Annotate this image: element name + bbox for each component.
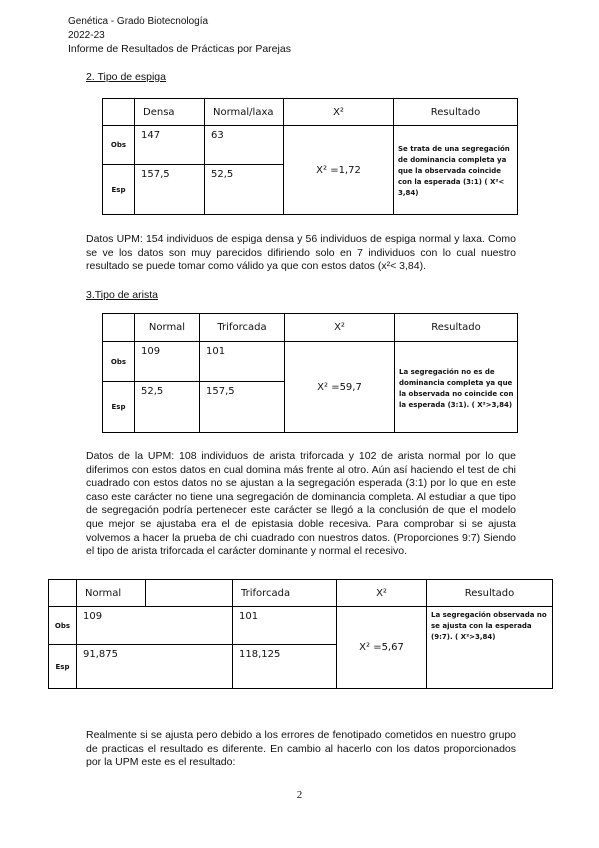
col-header-resultado: Resultado <box>394 99 518 126</box>
section-title-espiga: 2. Tipo de espiga <box>86 71 166 83</box>
page-number: 2 <box>296 789 303 801</box>
row-label-obs: Obs <box>49 607 77 645</box>
cell-chi-value: X² =5,67 <box>337 607 427 689</box>
cell-chi-value: X² =59,7 <box>285 342 395 433</box>
col-header-normal-laxa: Normal/laxa <box>205 99 284 126</box>
row-label-esp: Esp <box>49 645 77 689</box>
col-header-normal: Normal <box>135 314 200 342</box>
cell-result-text: La segregación no es de dominancia completa ya que la observada no coincide con la esperada (3:1). ( X²>3,84) <box>395 342 518 433</box>
col-header-triforcada: Triforcada <box>200 314 285 342</box>
table-epistasia <box>48 579 553 689</box>
row-label-obs: Obs <box>103 126 135 165</box>
cell-obs-normal: 63 <box>205 126 284 165</box>
cell-obs-normal: 109 <box>77 607 233 645</box>
cell-esp-triforcada: 157,5 <box>200 382 285 433</box>
col-header-normal: Normal <box>77 580 146 607</box>
table-espiga <box>102 98 518 215</box>
cell-obs-densa: 147 <box>135 126 205 165</box>
table-corner-cell <box>103 314 135 342</box>
table-corner-cell <box>49 580 77 607</box>
cell-obs-normal: 109 <box>135 342 200 382</box>
col-header-chi: X² <box>284 99 394 126</box>
col-header-chi: X² <box>285 314 395 342</box>
cell-obs-triforcada: 101 <box>200 342 285 382</box>
col-header-resultado: Resultado <box>395 314 518 342</box>
cell-esp-densa: 157,5 <box>135 165 205 215</box>
col-header-empty <box>146 580 233 607</box>
col-header-resultado: Resultado <box>427 580 553 607</box>
table-corner-cell <box>103 99 135 126</box>
col-header-chi: X² <box>337 580 427 607</box>
cell-esp-normal: 52,5 <box>135 382 200 433</box>
paragraph-arista-upm: Datos de la UPM: 108 individuos de arista triforcada y 102 de arista normal por lo que diferimos con estos datos en cual domina más frente al otro. Aún así haciendo el test de chi cuadrado con estos datos no se ajustan a la segregación esperada (3:1) por lo que en este caso este carácter no tiene una segregación de dominancia completa. Al estudiar a que tipo de segregación podría pertenecer este carácter se llegó a la conclusión de que el modelo que mejor se ajustaba era el de epistasia doble recesiva. Para comprobar si se ajusta volvemos a hacer la prueba de chi cuadrado con nuestros datos. (Proporciones 9:7) Siendo el tipo de arista triforcada el carácter dominante y normal el recesivo. <box>86 450 516 558</box>
section-title-arista: 3.Tipo de arista <box>86 289 158 301</box>
cell-esp-triforcada: 118,125 <box>233 645 337 689</box>
cell-result-text: Se trata de una segregación de dominancia completa ya que la observada coincide con la esperada (3:1) ( X²< 3,84) <box>394 126 518 215</box>
cell-esp-normal: 52,5 <box>205 165 284 215</box>
cell-esp-normal: 91,875 <box>77 645 233 689</box>
paragraph-closing: Realmente si se ajusta pero debido a los errores de fenotipado cometidos en nuestro grupo de practicas el resultado es diferente. En cambio al hacerlo con los datos proporcionados por la UPM este es el resultado: <box>86 729 516 769</box>
table-arista <box>102 313 518 433</box>
row-label-esp: Esp <box>103 382 135 433</box>
row-label-obs: Obs <box>103 342 135 382</box>
col-header-densa: Densa <box>135 99 205 126</box>
header-year: 2022-23 <box>68 30 105 41</box>
cell-result-text: La segregación observada no se ajusta con la esperada (9:7). ( X²>3,84) <box>427 607 553 689</box>
col-header-triforcada: Triforcada <box>233 580 337 607</box>
row-label-esp: Esp <box>103 165 135 215</box>
paragraph-espiga-upm: Datos UPM: 154 individuos de espiga densa y 56 individuos de espiga normal y laxa. Como se ve los datos son muy parecidos difiriendo solo en 7 individuos con lo cual nuestro resultado se puede tomar como válido ya que con estos datos (x²< 3,84). <box>86 233 516 273</box>
cell-obs-triforcada: 101 <box>233 607 337 645</box>
header-report-title: Informe de Resultados de Prácticas por Parejas <box>68 43 291 55</box>
header-course: Genética - Grado Biotecnología <box>68 16 209 27</box>
cell-chi-value: X² =1,72 <box>284 126 394 215</box>
